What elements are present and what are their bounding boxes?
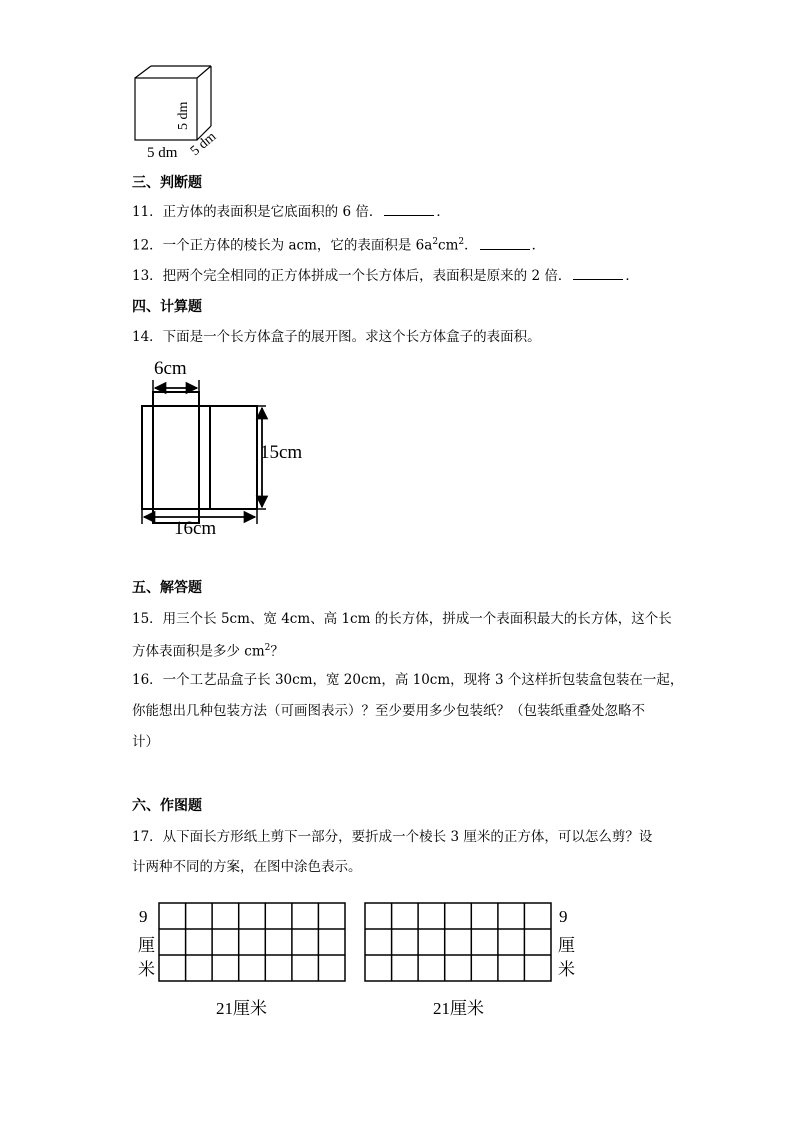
question-12 [132,232,545,256]
question-15-line-1: 15．用三个长 5cm、宽 4cm、高 1cm 的长方体，拼成一个表面积最大的长方体，这个长 [132,611,672,627]
question-15-sup: 2 [264,643,271,653]
answer-blank-13[interactable] [573,265,623,280]
cube-width-label: 5 dm [147,145,178,161]
question-12-sup1: 2 [432,237,439,247]
answer-blank-12[interactable] [480,235,530,250]
question-12-text-b: cm [438,237,459,254]
net-height-label: 15cm [260,442,303,463]
question-12-end: ． [531,237,546,254]
question-13 [132,265,639,286]
section-5-heading: 五、解答题 [132,580,202,596]
grid-left-height-char-1: 厘 [138,936,155,955]
question-11-end: ． [436,204,450,220]
section-3-heading: 三、判断题 [132,175,202,191]
question-15-line-2 [132,638,284,662]
paper-grid-right[interactable] [364,902,554,984]
cube-height-label: 5 dm [176,101,191,130]
grid-left-width-label: 21厘米 [216,999,267,1018]
question-11 [132,201,450,222]
question-12-text-c: ． [464,237,478,254]
grid-right-width-label: 21厘米 [433,999,484,1018]
cube-figure [125,60,245,165]
question-17-line-1: 17．从下面长方形纸上剪下一部分，要折成一个棱长 3 厘米的正方体，可以怎么剪？设 [132,829,653,845]
grid-right-height-char-1: 厘 [558,936,575,955]
question-16-line-2: 你能想出几种包装方法（可画图表示）？至少要用多少包装纸？（包装纸重叠处忽略不 [132,703,645,719]
section-4-heading: 四、计算题 [132,299,202,315]
answer-blank-11[interactable] [384,201,434,216]
question-15-text: 方体表面积是多少 cm [132,643,265,660]
question-13-end: ． [625,268,639,284]
question-15-end: ？ [270,643,284,660]
grid-left-height-number: 9 [139,907,148,926]
question-13-text: 13．把两个完全相同的正方体拼成一个长方体后，表面积是原来的 2 倍． [132,268,572,284]
question-12-sup2: 2 [458,237,465,247]
question-14: 14．下面是一个长方体盒子的展开图。求这个长方体盒子的表面积。 [132,329,541,345]
box-net-figure [130,352,330,537]
net-length-label: 16cm [174,518,217,537]
net-width-label: 6cm [154,358,187,379]
grid-left-height-char-2: 米 [138,960,155,979]
question-17-line-2: 计两种不同的方案，在图中涂色表示。 [132,859,362,875]
cube-depth-label: 5 dm [187,129,220,160]
grid-right-height-number: 9 [559,907,568,926]
question-12-text-a: 12．一个正方体的棱长为 acm，它的表面积是 6a [132,237,433,254]
paper-grid-left[interactable] [158,902,348,984]
question-16-line-1: 16．一个工艺品盒子长 30cm，宽 20cm，高 10cm，现将 3 个这样折包装盒包装在一起， [132,672,684,688]
grid-right-height-char-2: 米 [558,960,575,979]
question-11-text: 11．正方体的表面积是它底面积的 6 倍． [132,204,383,220]
question-16-line-3: 计） [132,734,159,750]
section-6-heading: 六、作图题 [132,798,202,814]
